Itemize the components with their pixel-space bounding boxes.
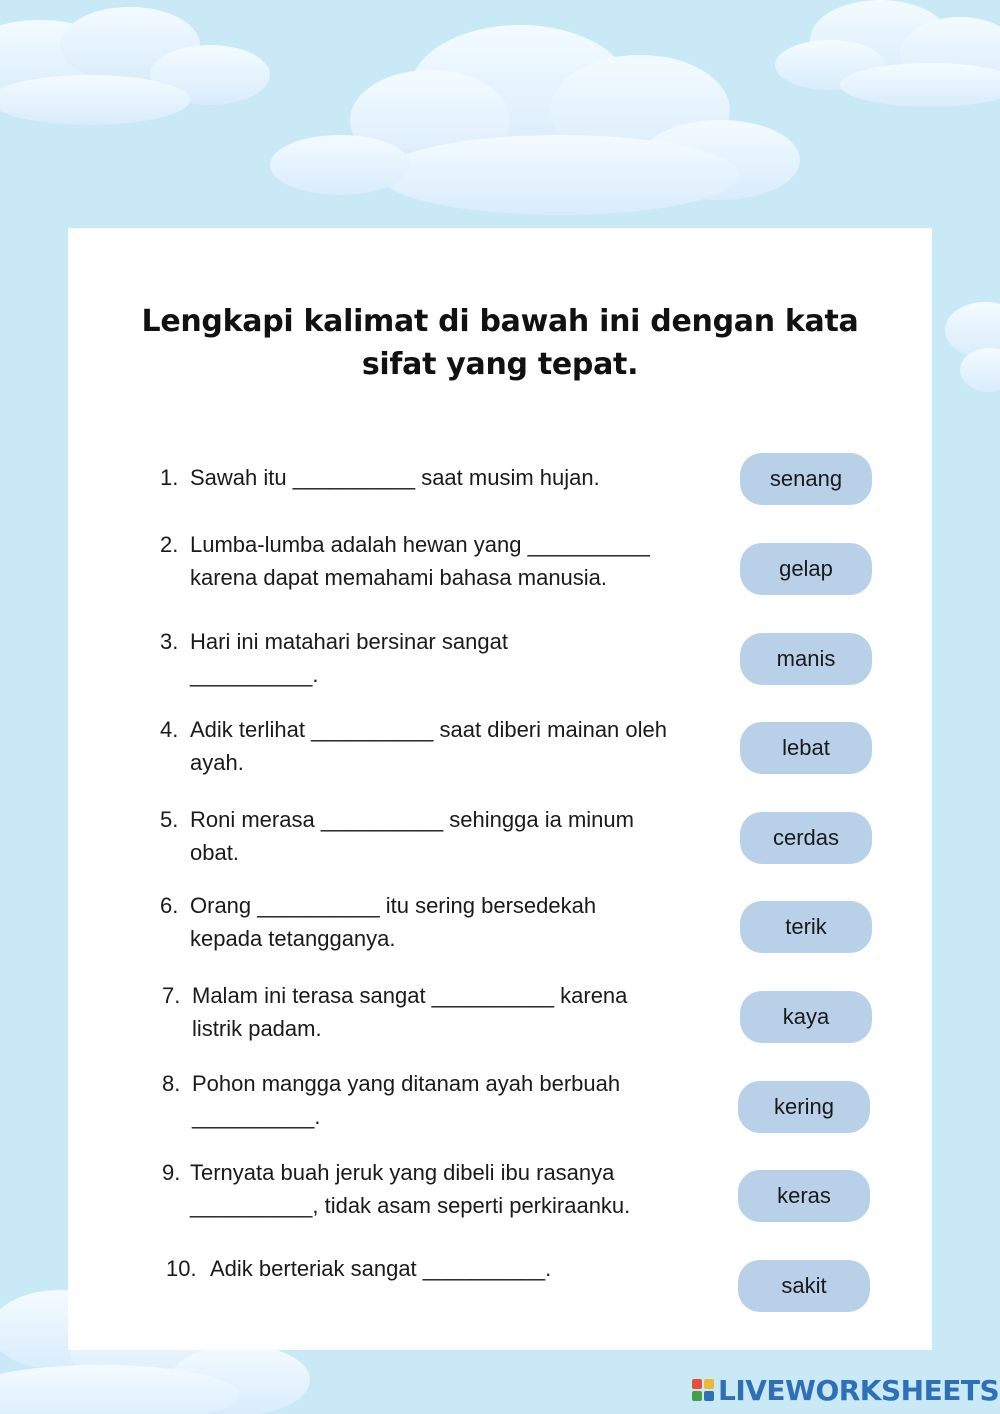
question-text: Lumba-lumba adalah hewan yang __________ karena dapat memahami bahasa manusia. [190,532,650,590]
word-option-keras[interactable]: keras [738,1170,870,1222]
word-option-lebat[interactable]: lebat [740,722,872,774]
question-text: Sawah itu __________ saat musim hujan. [190,465,600,490]
question-text: Adik terlihat __________ saat diberi mainan oleh ayah. [190,717,667,775]
question-number: 5. [160,807,179,832]
word-option-kaya[interactable]: kaya [740,991,872,1043]
liveworksheets-logo [692,1374,999,1406]
question-number: 8. [162,1071,181,1096]
title-line-1: Lengkapi kalimat di bawah ini dengan kata [141,304,859,339]
question-number: 7. [162,983,181,1008]
question-number: 1. [160,465,179,490]
question-text: Ternyata buah jeruk yang dibeli ibu rasanya __________, tidak asam seperti perkiraanku. [190,1160,631,1218]
question-number: 10. [166,1256,197,1281]
question-number: 6. [160,893,179,918]
logo-tile-green [692,1391,702,1401]
brand-name: LIVEWORKSHEETS [718,1373,1000,1407]
word-option-manis[interactable]: manis [740,633,872,685]
liveworksheets-icon [692,1379,714,1401]
word-option-senang[interactable]: senang [740,453,872,505]
question-number: 9. [162,1160,181,1185]
word-option-gelap[interactable]: gelap [740,543,872,595]
question-number: 4. [160,717,179,742]
question-text: Roni merasa __________ sehingga ia minum obat. [190,807,634,865]
logo-tile-blue [704,1391,714,1401]
word-option-cerdas[interactable]: cerdas [740,812,872,864]
logo-tile-yellow [704,1379,714,1389]
question-text: Hari ini matahari bersinar sangat __________. [190,629,508,687]
logo-tile-red [692,1379,702,1389]
question-text: Malam ini terasa sangat __________ karena listrik padam. [192,983,628,1041]
question-text: Pohon mangga yang ditanam ayah berbuah __________. [192,1071,621,1129]
word-option-kering[interactable]: kering [738,1081,870,1133]
word-option-terik[interactable]: terik [740,901,872,953]
question-number: 2. [160,532,179,557]
worksheet-title [68,300,932,386]
word-option-sakit[interactable]: sakit [738,1260,870,1312]
question-text: Orang __________ itu sering bersedekah kepada tetangganya. [190,893,597,951]
question-text: Adik berteriak sangat __________. [210,1256,552,1281]
title-line-2: sifat yang tepat. [361,347,639,382]
question-number: 3. [160,629,179,654]
worksheet-card [68,228,932,1350]
